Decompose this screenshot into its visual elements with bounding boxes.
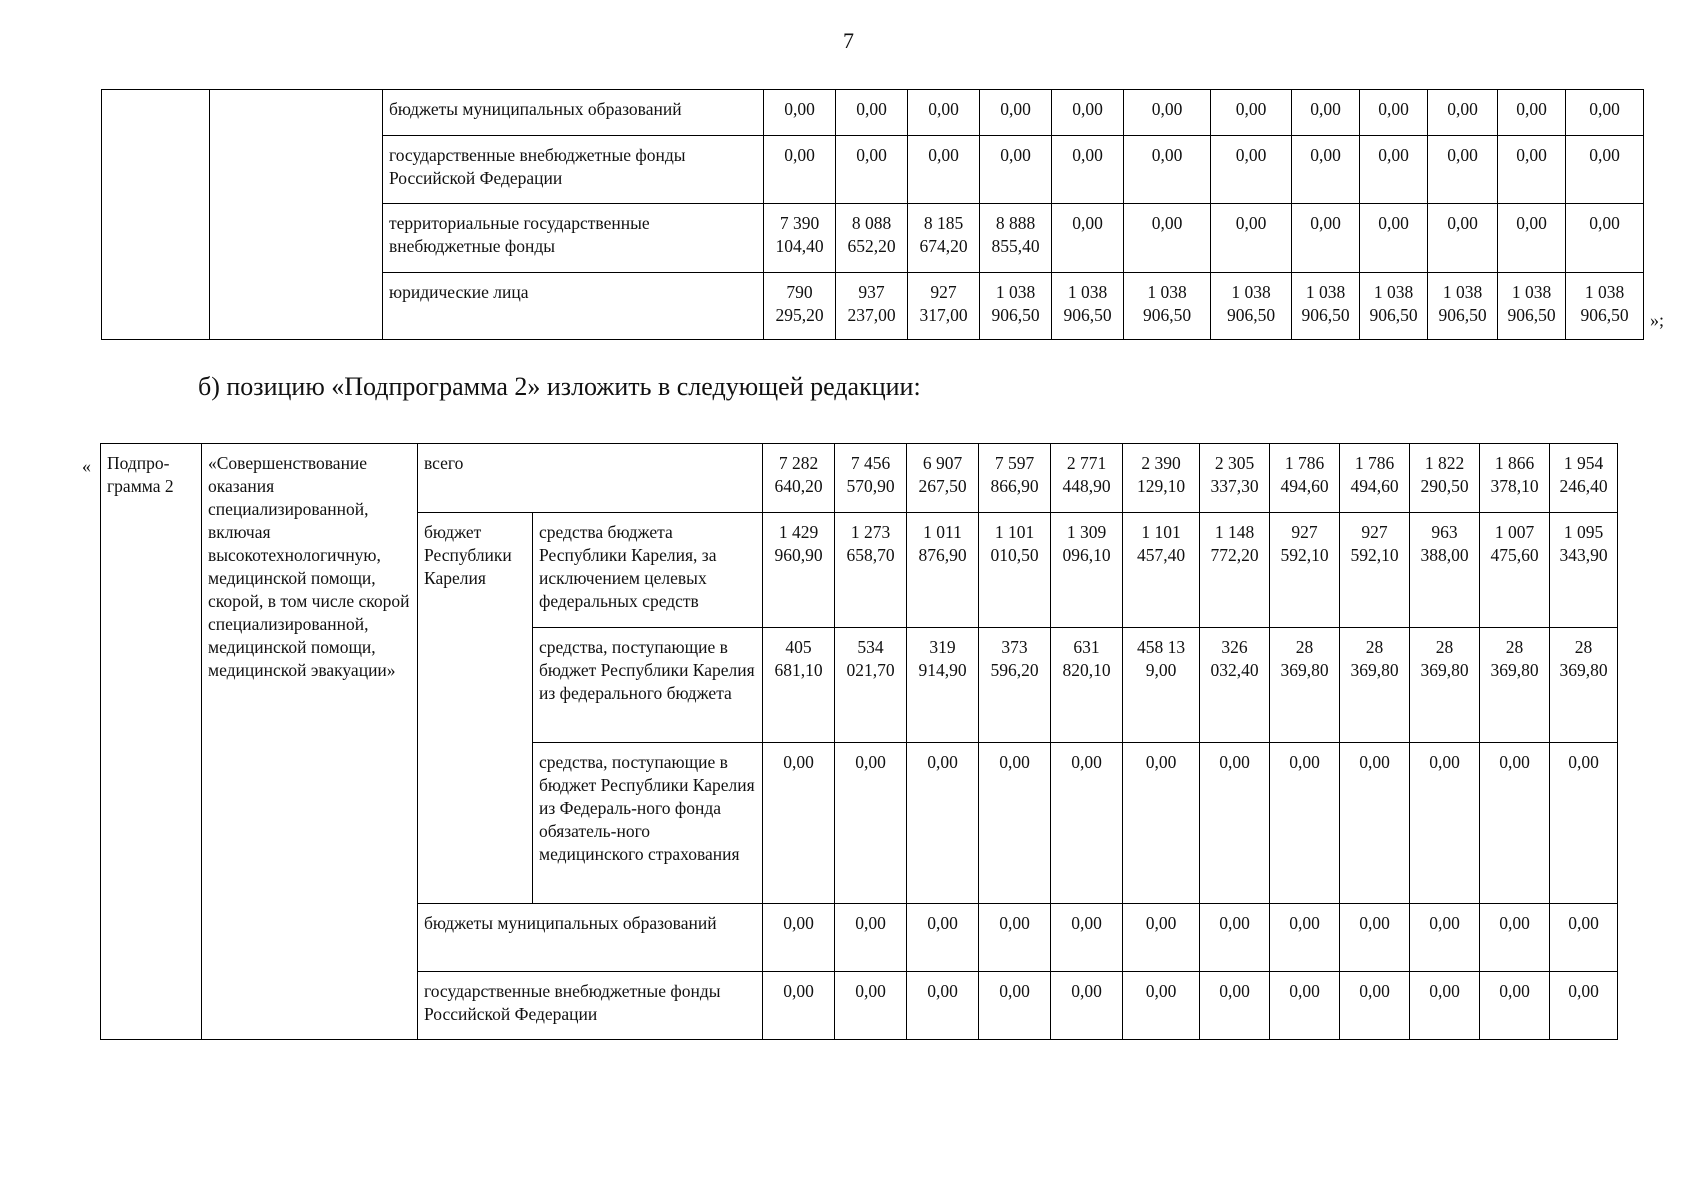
value-cell: 0,00	[1428, 204, 1498, 273]
value-cell: 0,00	[1052, 136, 1124, 204]
value-cell: 0,00	[836, 90, 908, 136]
value-cell: 0,00	[763, 743, 835, 904]
value-cell: 0,00	[907, 904, 979, 972]
row-label: средства бюджета Республики Карелия, за исключением целевых федеральных средств	[533, 513, 763, 628]
row-label: всего	[418, 444, 763, 513]
value-cell: 0,00	[1428, 136, 1498, 204]
value-cell: 0,00	[1566, 204, 1644, 273]
value-cell: 0,00	[764, 136, 836, 204]
value-cell: 0,00	[1123, 904, 1200, 972]
value-cell: 963 388,00	[1410, 513, 1480, 628]
value-cell: 0,00	[1051, 904, 1123, 972]
table-row	[101, 444, 1618, 513]
value-cell: 7 390 104,40	[764, 204, 836, 273]
value-cell: 2 390 129,10	[1123, 444, 1200, 513]
value-cell: 1 007 475,60	[1480, 513, 1550, 628]
row-label: государственные внебюджетные фонды Российской Федерации	[418, 972, 763, 1040]
value-cell: 0,00	[1410, 972, 1480, 1040]
value-cell: 0,00	[1123, 972, 1200, 1040]
value-cell: 373 596,20	[979, 628, 1051, 743]
value-cell: 0,00	[1410, 904, 1480, 972]
value-cell: 1 038 906,50	[1211, 273, 1292, 340]
value-cell: 1 038 906,50	[1428, 273, 1498, 340]
section-heading: б) позицию «Подпрограмма 2» изложить в следующей редакции:	[198, 372, 921, 401]
value-cell: 0,00	[1550, 972, 1618, 1040]
value-cell: 0,00	[764, 90, 836, 136]
row-label: государственные внебюджетные фонды Российской Федерации	[383, 136, 764, 204]
value-cell: 1 095 343,90	[1550, 513, 1618, 628]
value-cell: 0,00	[1340, 743, 1410, 904]
value-cell: 0,00	[980, 90, 1052, 136]
value-cell: 0,00	[1480, 972, 1550, 1040]
empty-description-cell	[210, 90, 383, 340]
value-cell: 405 681,10	[763, 628, 835, 743]
value-cell: 1 038 906,50	[980, 273, 1052, 340]
value-cell: 0,00	[1124, 90, 1211, 136]
description-cell: «Совершенствование оказания специализированной, включая высокотехнологичную, медицинской помощи, скорой, в том числе скорой специализированной, медицинской помощи, медицинской эвакуации»	[202, 444, 418, 1040]
value-cell: 0,00	[1480, 904, 1550, 972]
value-cell: 0,00	[1566, 90, 1644, 136]
value-cell: 1 038 906,50	[1052, 273, 1124, 340]
value-cell: 534 021,70	[835, 628, 907, 743]
empty-program-cell	[102, 90, 210, 340]
value-cell: 1 822 290,50	[1410, 444, 1480, 513]
value-cell: 0,00	[1051, 743, 1123, 904]
value-cell: 0,00	[1123, 743, 1200, 904]
value-cell: 0,00	[1292, 136, 1360, 204]
value-cell: 7 282 640,20	[763, 444, 835, 513]
value-cell: 0,00	[979, 743, 1051, 904]
value-cell: 1 101 457,40	[1123, 513, 1200, 628]
value-cell: 927 592,10	[1270, 513, 1340, 628]
value-cell: 8 888 855,40	[980, 204, 1052, 273]
budget-group-cell: бюджет Республики Карелия	[418, 513, 533, 904]
value-cell: 1 101 010,50	[979, 513, 1051, 628]
value-cell: 0,00	[907, 743, 979, 904]
value-cell: 927 592,10	[1340, 513, 1410, 628]
value-cell: 0,00	[1200, 743, 1270, 904]
value-cell: 0,00	[1360, 204, 1428, 273]
value-cell: 2 771 448,90	[1051, 444, 1123, 513]
value-cell: 1 786 494,60	[1340, 444, 1410, 513]
value-cell: 0,00	[908, 136, 980, 204]
row-label: территориальные государственные внебюджетные фонды	[383, 204, 764, 273]
program-cell: Подпро-грамма 2	[101, 444, 202, 1040]
value-cell: 0,00	[836, 136, 908, 204]
value-cell: 319 914,90	[907, 628, 979, 743]
value-cell: 0,00	[1200, 904, 1270, 972]
table1-body	[102, 90, 1644, 340]
value-cell: 0,00	[979, 972, 1051, 1040]
value-cell: 0,00	[1270, 904, 1340, 972]
value-cell: 1 038 906,50	[1292, 273, 1360, 340]
value-cell: 927 317,00	[908, 273, 980, 340]
value-cell: 0,00	[907, 972, 979, 1040]
value-cell: 1 011 876,90	[907, 513, 979, 628]
value-cell: 1 038 906,50	[1124, 273, 1211, 340]
value-cell: 937 237,00	[836, 273, 908, 340]
value-cell: 0,00	[763, 972, 835, 1040]
value-cell: 0,00	[980, 136, 1052, 204]
value-cell: 0,00	[1340, 972, 1410, 1040]
row-label: юридические лица	[383, 273, 764, 340]
value-cell: 0,00	[1270, 743, 1340, 904]
value-cell: 28 369,80	[1340, 628, 1410, 743]
table2-body	[101, 444, 1618, 1040]
subprogram-2-table	[100, 443, 1618, 1040]
opening-quote-mark: «	[82, 456, 91, 476]
value-cell: 1 786 494,60	[1270, 444, 1340, 513]
value-cell: 0,00	[1480, 743, 1550, 904]
value-cell: 8 185 674,20	[908, 204, 980, 273]
value-cell: 0,00	[1124, 204, 1211, 273]
value-cell: 7 597 866,90	[979, 444, 1051, 513]
value-cell: 326 032,40	[1200, 628, 1270, 743]
value-cell: 1 038 906,50	[1498, 273, 1566, 340]
value-cell: 28 369,80	[1270, 628, 1340, 743]
row-label: бюджеты муниципальных образований	[418, 904, 763, 972]
value-cell: 0,00	[835, 904, 907, 972]
value-cell: 1 309 096,10	[1051, 513, 1123, 628]
value-cell: 0,00	[1052, 90, 1124, 136]
value-cell: 28 369,80	[1550, 628, 1618, 743]
value-cell: 0,00	[1550, 743, 1618, 904]
value-cell: 0,00	[1270, 972, 1340, 1040]
value-cell: 0,00	[1211, 90, 1292, 136]
closing-quote-mark: »;	[1650, 310, 1665, 330]
value-cell: 0,00	[1498, 136, 1566, 204]
value-cell: 0,00	[979, 904, 1051, 972]
value-cell: 1 429 960,90	[763, 513, 835, 628]
value-cell: 790 295,20	[764, 273, 836, 340]
value-cell: 28 369,80	[1410, 628, 1480, 743]
value-cell: 1 954 246,40	[1550, 444, 1618, 513]
value-cell: 631 820,10	[1051, 628, 1123, 743]
value-cell: 0,00	[1410, 743, 1480, 904]
row-label: средства, поступающие в бюджет Республики Карелия из федерального бюджета	[533, 628, 763, 743]
value-cell: 0,00	[835, 743, 907, 904]
value-cell: 0,00	[835, 972, 907, 1040]
value-cell: 1 038 906,50	[1566, 273, 1644, 340]
value-cell: 0,00	[1292, 204, 1360, 273]
value-cell: 1 148 772,20	[1200, 513, 1270, 628]
value-cell: 1 273 658,70	[835, 513, 907, 628]
row-label: бюджеты муниципальных образований	[383, 90, 764, 136]
table-row	[102, 90, 1644, 136]
value-cell: 0,00	[1211, 136, 1292, 204]
value-cell: 7 456 570,90	[835, 444, 907, 513]
value-cell: 0,00	[1550, 904, 1618, 972]
value-cell: 0,00	[1052, 204, 1124, 273]
funding-table-continuation	[101, 89, 1644, 340]
value-cell: 2 305 337,30	[1200, 444, 1270, 513]
value-cell: 0,00	[1428, 90, 1498, 136]
value-cell: 6 907 267,50	[907, 444, 979, 513]
value-cell: 0,00	[1292, 90, 1360, 136]
value-cell: 0,00	[1051, 972, 1123, 1040]
row-label: средства, поступающие в бюджет Республики Карелия из Федераль-ного фонда обязатель-ного медицинского страхования	[533, 743, 763, 904]
value-cell: 458 13 9,00	[1123, 628, 1200, 743]
value-cell: 0,00	[1200, 972, 1270, 1040]
value-cell: 28 369,80	[1480, 628, 1550, 743]
value-cell: 1 038 906,50	[1360, 273, 1428, 340]
value-cell: 0,00	[1498, 204, 1566, 273]
value-cell: 1 866 378,10	[1480, 444, 1550, 513]
value-cell: 0,00	[1360, 136, 1428, 204]
value-cell: 0,00	[1211, 204, 1292, 273]
value-cell: 0,00	[908, 90, 980, 136]
value-cell: 0,00	[763, 904, 835, 972]
value-cell: 0,00	[1566, 136, 1644, 204]
page-number: 7	[843, 28, 854, 53]
value-cell: 0,00	[1360, 90, 1428, 136]
value-cell: 0,00	[1124, 136, 1211, 204]
value-cell: 0,00	[1498, 90, 1566, 136]
value-cell: 8 088 652,20	[836, 204, 908, 273]
value-cell: 0,00	[1340, 904, 1410, 972]
